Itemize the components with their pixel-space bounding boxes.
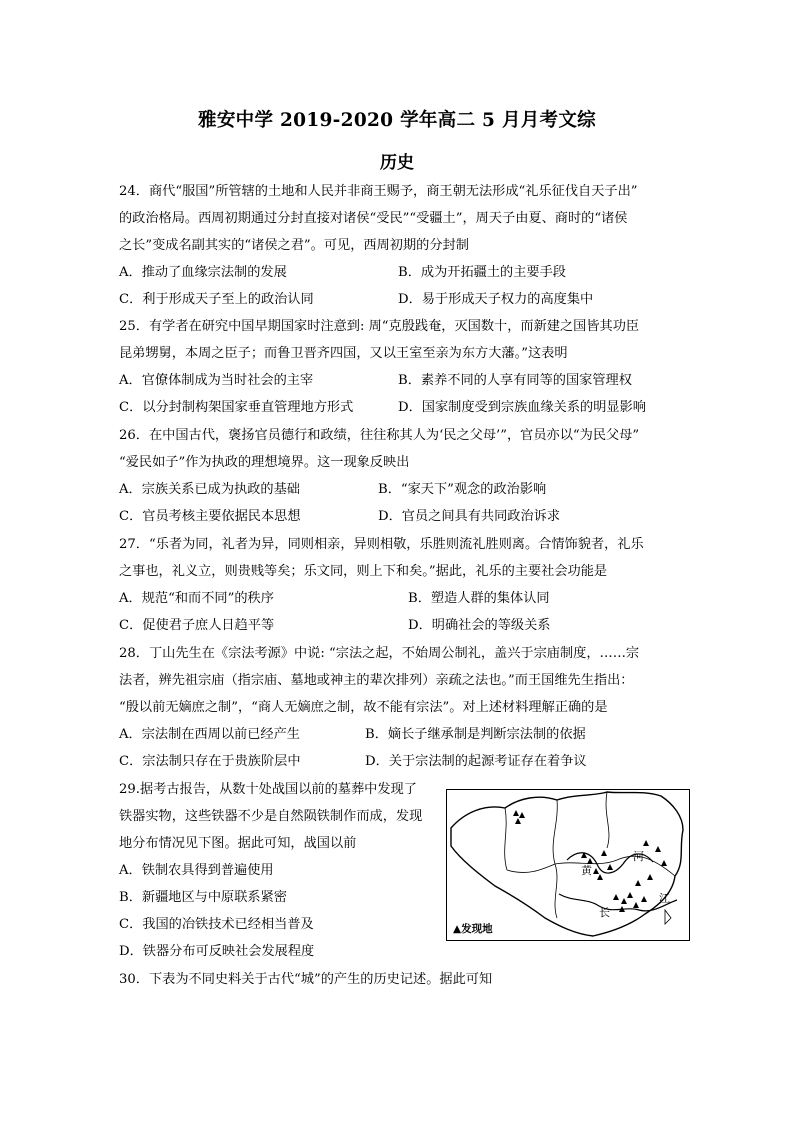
q25-option-d: D．国家制度受到宗族血缘关系的明显影响 <box>398 400 646 415</box>
q24-option-a: A．推动了血缘宗法制的发展 <box>119 265 287 280</box>
q29-option-c: C．我国的冶铁技术已经相当普及 <box>119 917 314 932</box>
q29-option-b: B．新疆地区与中原联系紧密 <box>119 890 287 905</box>
q29-stem-line-3: 地分布情况见下图。据此可知，战国以前 <box>119 836 357 851</box>
q28-option-a: A．宗法制在西周以前已经产生 <box>119 727 300 742</box>
q24-option-b: B．成为开拓疆土的主要手段 <box>398 265 566 280</box>
q26-option-a: A．宗族关系已成为执政的基础 <box>119 482 300 497</box>
q29-option-a: A．铁制农具得到普遍使用 <box>119 863 274 878</box>
q26-stem-line-1: 26．在中国古代，褒扬官员德行和政绩，往往称其人为‘民之父母’”，官员亦以“为民父母” <box>119 428 640 443</box>
q24-stem-line-3: 之长”变成名副其实的“诸侯之君”。可见，西周初期的分封制 <box>119 238 469 253</box>
q27-option-d: D．明确社会的等级关系 <box>408 618 551 633</box>
q28-stem-line-1: 28．丁山先生在《宗法考源》中说: “宗法之起，不始周公制礼，盖兴于宗庙制度，……宗 <box>119 646 640 661</box>
island-outline <box>665 910 671 924</box>
q26-option-b: B．“家天下”观念的政治影响 <box>378 482 547 497</box>
map-legend: ▲发现地 <box>453 923 493 935</box>
q30-stem-line-1: 30．下表为不同史料关于古代“城”的产生的历史记述。据此可知 <box>119 972 493 987</box>
q26-option-d: D．官员之间具有共同政治诉求 <box>378 509 561 524</box>
q24-stem-line-2: 的政治格局。西周初期通过分封直接对诸侯“受民”“受疆土”，周天子由夏、商时的“诸侯 <box>119 211 628 226</box>
q27-stem-line-2: 之事也，礼义立，则贵贱等矣；乐文同，则上下和矣。”据此，礼乐的主要社会功能是 <box>119 564 608 579</box>
q28-stem-line-3: “殷以前无嫡庶之制”，“商人无嫡庶之制，故不能有宗法”。对上述材料理解正确的是 <box>119 700 608 715</box>
q24-option-d: D．易于形成天子权力的高度集中 <box>398 292 594 307</box>
q25-stem-line-2: 昆弟甥舅，本周之臣子；而鲁卫晋齐四国，又以王室至亲为东方大藩。”这表明 <box>119 346 568 361</box>
subject-title: 历史 <box>380 153 414 173</box>
q25-stem-line-1: 25．有学者在研究中国早期国家时注意到: 周“克殷践奄，灭国数十，而新建之国皆其功臣 <box>119 319 640 334</box>
q27-option-b: B．塑造人群的集体认同 <box>408 591 550 606</box>
q29-option-d: D．铁器分布可反映社会发展程度 <box>119 944 315 959</box>
q26-stem-line-2: “爱民如子”作为执政的理想境界。这一现象反映出 <box>119 455 410 470</box>
q28-option-b: B．嫡长子继承制是判断宗法制的依据 <box>365 727 586 742</box>
q28-option-c: C．宗法制只存在于贵族阶层中 <box>119 754 301 769</box>
q24-option-c: C．利于形成天子至上的政治认同 <box>119 292 314 307</box>
q29-stem-line-2: 铁器实物，这些铁器不少是自然陨铁制作而成，发现 <box>119 809 423 824</box>
q29-stem-line-1: 29.据考古报告，从数十处战国以前的墓葬中发现了 <box>119 782 417 797</box>
map-label-huang: 黄 <box>581 864 592 877</box>
q28-option-d: D．关于宗法制的起源考证存在着争议 <box>365 754 587 769</box>
q24-stem-line-1: 24．商代“服国”所管辖的土地和人民并非商王赐予，商王朝无法形成“礼乐征伐自天子出” <box>119 184 638 199</box>
q27-option-a: A．规范“和而不同”的秩序 <box>119 591 274 606</box>
q27-option-c: C．促使君子庶人日趋平等 <box>119 618 275 633</box>
exam-title: 雅安中学 2019-2020 学年高二 5 月月考文综 <box>198 110 596 131</box>
q28-stem-line-2: 法者，辨先祖宗庙（指宗庙、墓地或神主的辈次排列）亲疏之法也。”而王国维先生指出： <box>119 673 634 688</box>
map-label-jiang: 江 <box>659 892 670 905</box>
map-label-he: 河 <box>633 850 644 863</box>
q26-option-c: C．官员考核主要依据民本思想 <box>119 509 301 524</box>
iron-artifact-map <box>446 789 690 941</box>
q25-option-b: B．素养不同的人享有同等的国家管理权 <box>398 373 632 388</box>
china-map-outline <box>447 790 688 939</box>
q25-option-c: C．以分封制构架国家垂直管理地方形式 <box>119 400 354 415</box>
q27-stem-line-1: 27．“乐者为同，礼者为异，同则相亲，异则相敬，乐胜则流礼胜则离。合情饰貌者，礼乐 <box>119 537 644 552</box>
q25-option-a: A．官僚体制成为当时社会的主宰 <box>119 373 314 388</box>
map-label-chang: 长 <box>599 906 610 919</box>
border-outline <box>451 792 683 936</box>
